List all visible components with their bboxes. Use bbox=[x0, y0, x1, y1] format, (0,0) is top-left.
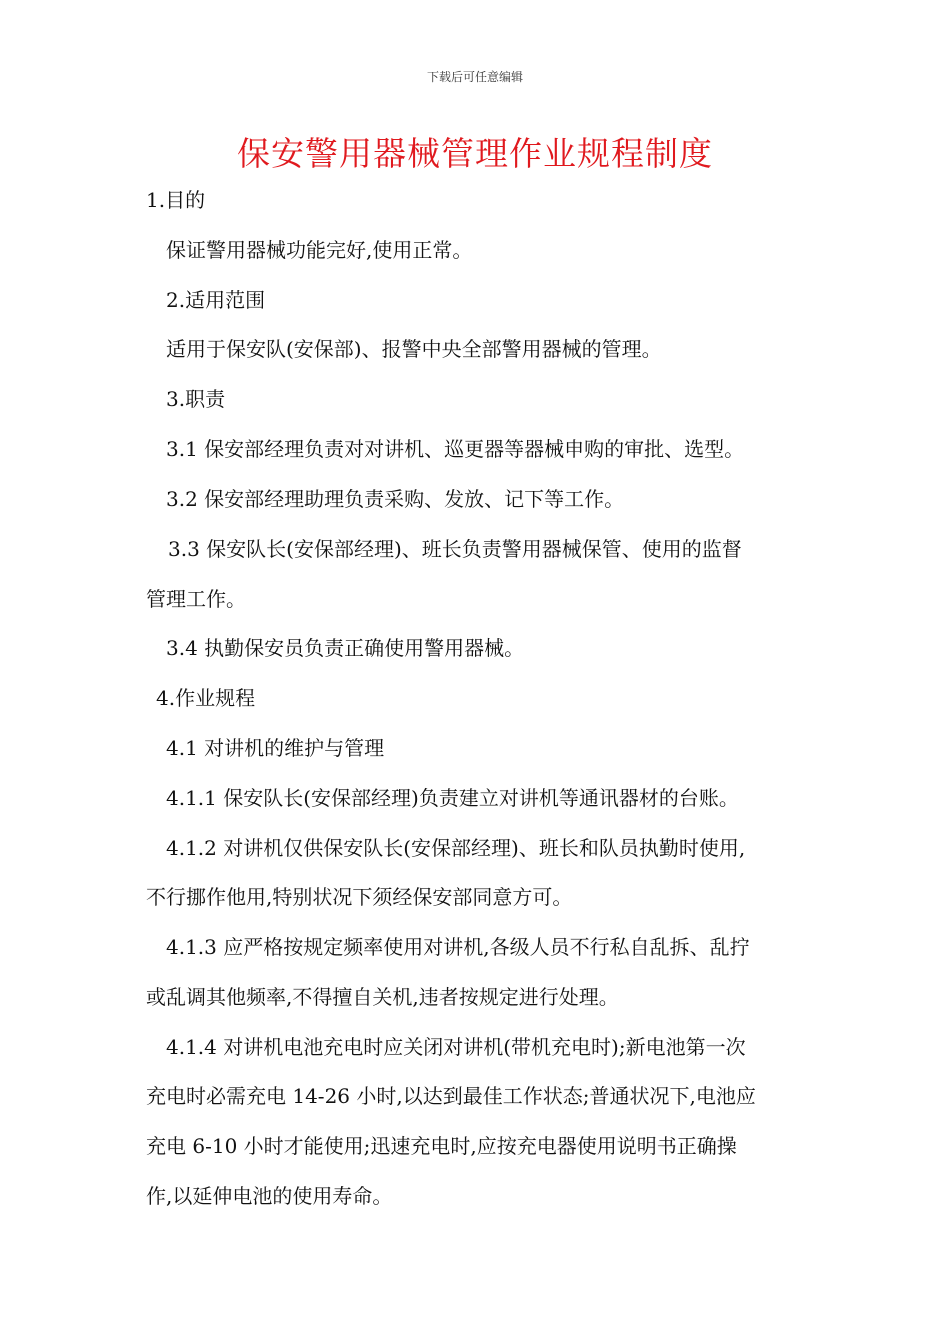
section-heading: 4.作业规程 bbox=[156, 686, 256, 710]
paragraph-line: 3.3 保安队长(安保部经理)、班长负责警用器械保管、使用的监督 bbox=[168, 537, 742, 561]
document-title: 保安警用器械管理作业规程制度 bbox=[237, 134, 713, 173]
section-heading: 3.职责 bbox=[166, 387, 226, 411]
paragraph-line: 4.1.1 保安队长(安保部经理)负责建立对讲机等通讯器材的台账。 bbox=[166, 786, 739, 810]
paragraph-line: 3.2 保安部经理助理负责采购、发放、记下等工作。 bbox=[166, 487, 625, 511]
paragraph-line: 4.1.3 应严格按规定频率使用对讲机,各级人员不行私自乱拆、乱拧 bbox=[166, 935, 750, 959]
paragraph-line: 充电 6-10 小时才能使用;迅速充电时,应按充电器使用说明书正确操 bbox=[146, 1134, 737, 1158]
paragraph-line: 充电时必需充电 14-26 小时,以达到最佳工作状态;普通状况下,电池应 bbox=[146, 1084, 756, 1108]
paragraph-line: 4.1.4 对讲机电池充电时应关闭对讲机(带机充电时);新电池第一次 bbox=[166, 1035, 746, 1059]
paragraph-line: 或乱调其他频率,不得擅自关机,违者按规定进行处理。 bbox=[146, 985, 619, 1009]
paragraph-line: 不行挪作他用,特别状况下须经保安部同意方可。 bbox=[146, 885, 573, 909]
paragraph-line: 适用于保安队(安保部)、报警中央全部警用器械的管理。 bbox=[166, 337, 662, 361]
subsection-heading: 4.1 对讲机的维护与管理 bbox=[166, 736, 385, 760]
paragraph-line: 保证警用器械功能完好,使用正常。 bbox=[166, 238, 473, 262]
paragraph-line: 3.4 执勤保安员负责正确使用警用器械。 bbox=[166, 636, 525, 660]
section-heading: 2.适用范围 bbox=[166, 288, 266, 312]
paragraph-line: 管理工作。 bbox=[146, 587, 246, 611]
paragraph-line: 作,以延伸电池的使用寿命。 bbox=[146, 1184, 393, 1208]
paragraph-line: 4.1.2 对讲机仅供保安队长(安保部经理)、班长和队员执勤时使用, bbox=[166, 836, 746, 860]
paragraph-line: 3.1 保安部经理负责对对讲机、巡更器等器械申购的审批、选型。 bbox=[166, 437, 745, 461]
header-note: 下载后可任意编辑 bbox=[426, 70, 523, 84]
section-heading: 1.目的 bbox=[146, 188, 206, 212]
